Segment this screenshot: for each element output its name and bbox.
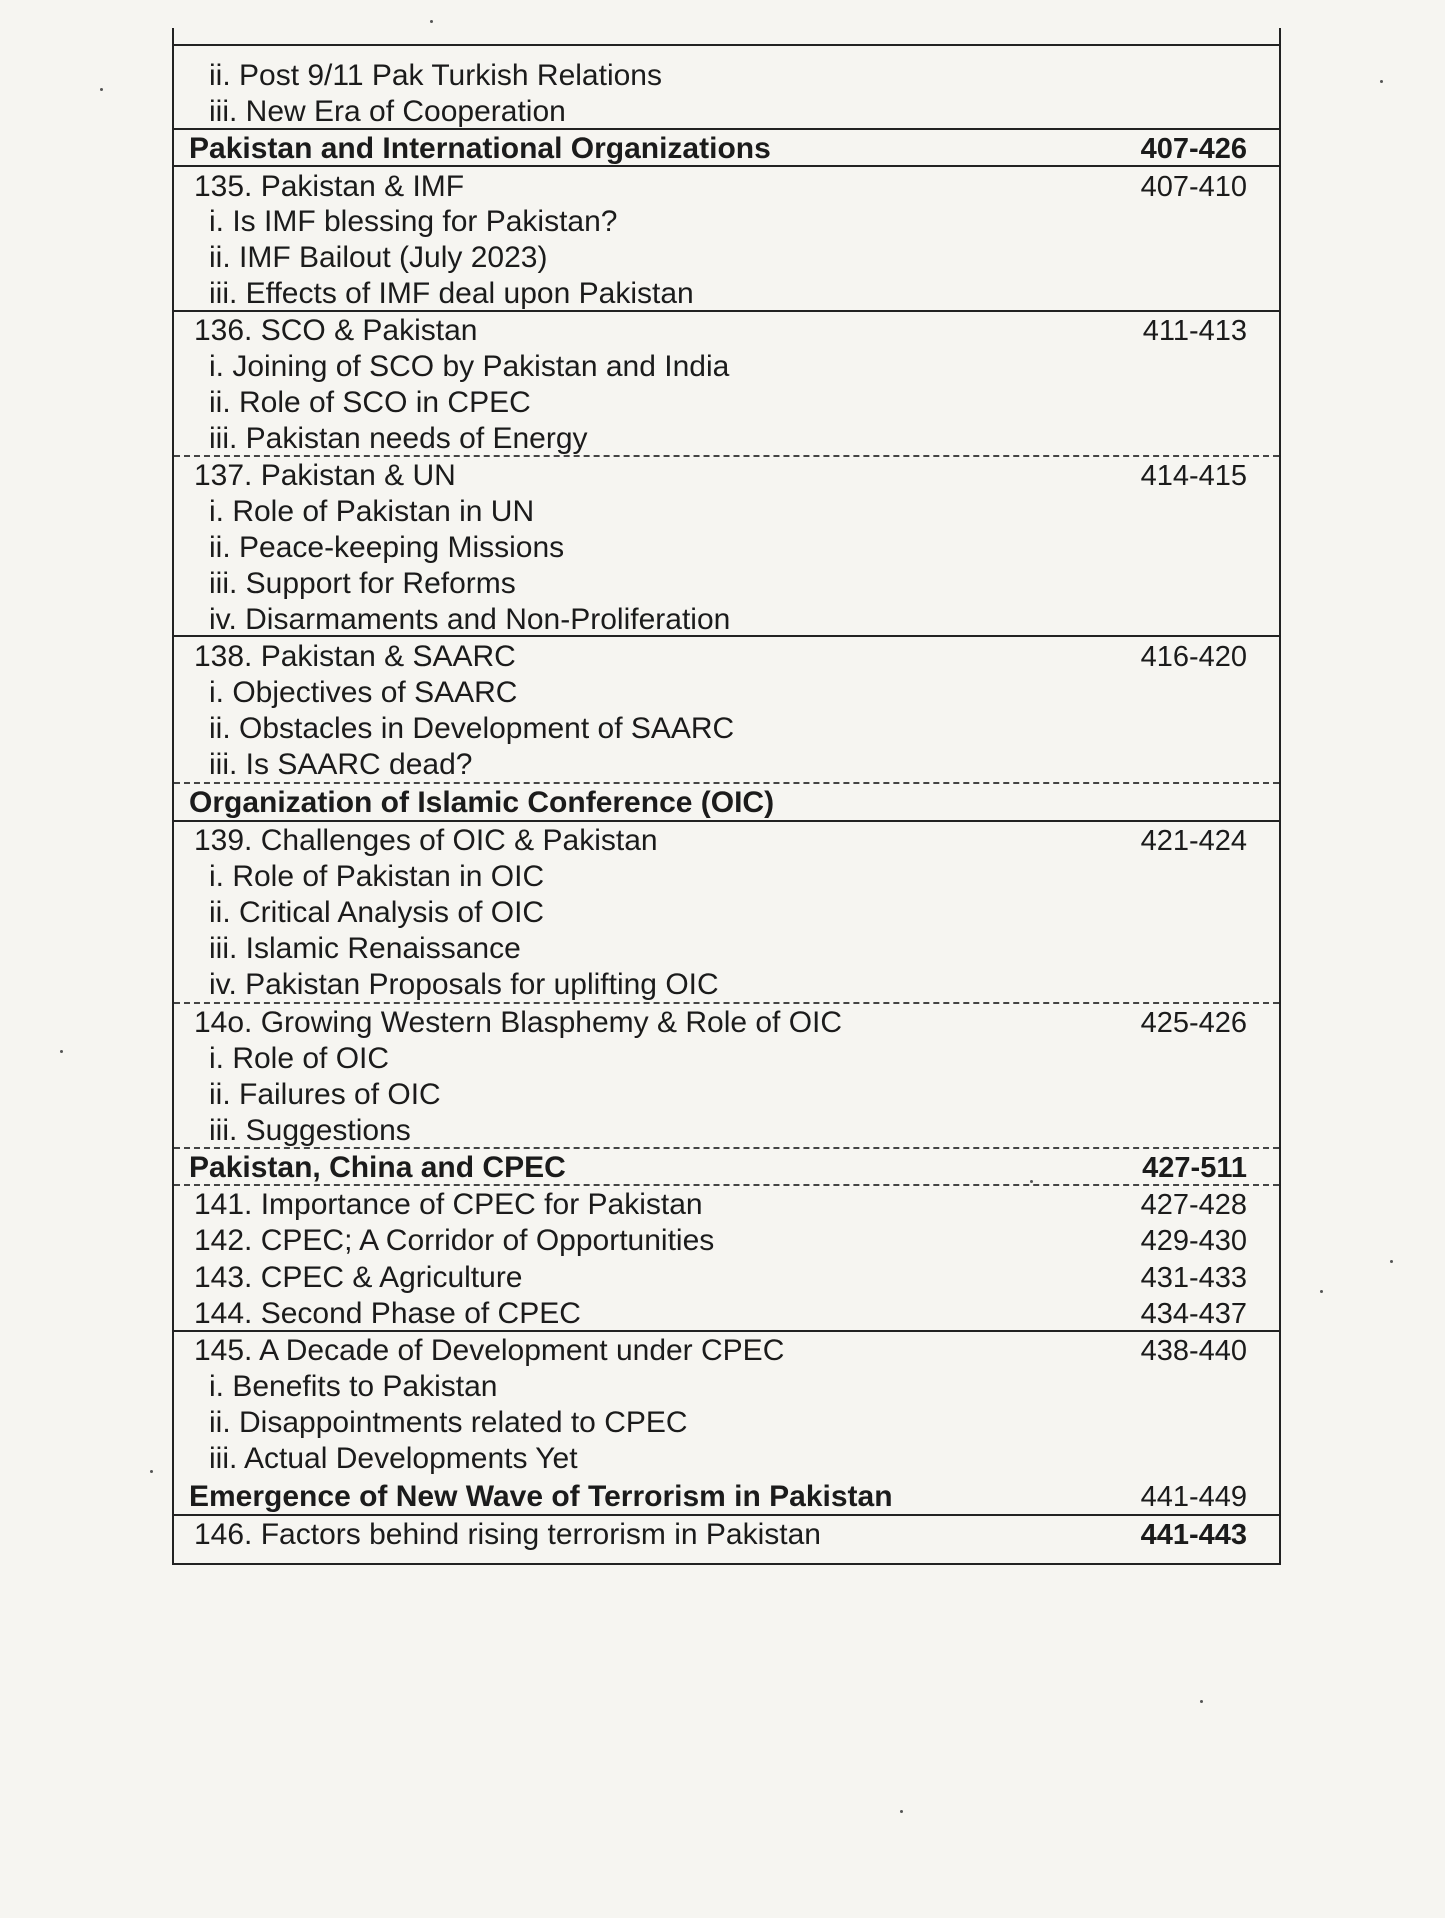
entry-title: 146. Factors behind rising terrorism in Pakistan	[194, 1518, 821, 1551]
row-rule	[174, 782, 1279, 784]
entry-title: iii. New Era of Cooperation	[209, 95, 566, 128]
entry-title: ii. Obstacles in Development of SAARC	[209, 712, 735, 745]
entry-title: i. Role of Pakistan in OIC	[209, 860, 545, 893]
page-range: 438-440	[1140, 1335, 1247, 1367]
entry-title: ii. Critical Analysis of OIC	[209, 896, 545, 929]
page-range: 441-443	[1140, 1519, 1247, 1551]
entry-title: ii. Peace-keeping Missions	[209, 531, 565, 564]
row-rule	[174, 1184, 1279, 1186]
page-range: 414-415	[1140, 460, 1247, 492]
entry-title: ii. Disappointments related to CPEC	[209, 1406, 688, 1439]
entry-title: iii. Pakistan needs of Energy	[209, 422, 588, 455]
entry-title: 136. SCO & Pakistan	[194, 314, 478, 347]
row-rule	[174, 1514, 1279, 1516]
page-range: 431-433	[1140, 1262, 1247, 1294]
entry-title: 144. Second Phase of CPEC	[194, 1297, 581, 1330]
top-rule	[174, 44, 1279, 46]
scan-speck	[430, 20, 433, 23]
entry-title: ii. IMF Bailout (July 2023)	[209, 241, 548, 274]
row-rule	[174, 128, 1279, 130]
page-range: 427-428	[1140, 1189, 1247, 1221]
entry-title: i. Joining of SCO by Pakistan and India	[209, 350, 730, 383]
entry-title: iv. Pakistan Proposals for uplifting OIC	[209, 968, 719, 1001]
row-rule	[174, 165, 1279, 167]
entry-title: Pakistan and International Organizations	[189, 132, 771, 165]
row-rule	[174, 310, 1279, 312]
entry-title: 135. Pakistan & IMF	[194, 170, 465, 203]
entry-title: iii. Support for Reforms	[209, 567, 516, 600]
scan-speck	[150, 1470, 153, 1473]
entry-title: iii. Actual Developments Yet	[209, 1442, 578, 1475]
page-range: 429-430	[1140, 1225, 1247, 1257]
scan-speck	[900, 1810, 903, 1813]
entry-title: 141. Importance of CPEC for Pakistan	[194, 1188, 703, 1221]
row-rule	[174, 820, 1279, 822]
entry-title: ii. Role of SCO in CPEC	[209, 386, 531, 419]
page-range: 427-511	[1142, 1152, 1247, 1184]
page-range: 416-420	[1140, 641, 1247, 673]
entry-title: i. Benefits to Pakistan	[209, 1370, 498, 1403]
row-rule	[174, 635, 1279, 637]
row-rule	[174, 1330, 1279, 1332]
entry-title: Pakistan, China and CPEC	[189, 1151, 566, 1184]
row-rule	[174, 455, 1279, 457]
entry-title: i. Is IMF blessing for Pakistan?	[209, 205, 618, 238]
entry-title: iii. Is SAARC dead?	[209, 748, 473, 781]
scan-speck	[1320, 1290, 1323, 1293]
row-rule	[174, 1147, 1279, 1149]
row-rule	[174, 1002, 1279, 1004]
entry-title: 142. CPEC; A Corridor of Opportunities	[194, 1224, 715, 1257]
entry-title: 137. Pakistan & UN	[194, 459, 456, 492]
page-range: 407-426	[1140, 133, 1247, 165]
page-range: 407-410	[1140, 171, 1247, 203]
scan-speck	[1380, 80, 1383, 83]
scan-speck	[1200, 1700, 1203, 1703]
page-range: 421-424	[1140, 825, 1247, 857]
scan-speck	[1030, 1180, 1033, 1183]
entry-title: 138. Pakistan & SAARC	[194, 640, 516, 673]
entry-title: 139. Challenges of OIC & Pakistan	[194, 824, 658, 857]
scan-speck	[60, 1050, 63, 1053]
entry-title: iii. Suggestions	[209, 1114, 411, 1147]
page-range: 411-413	[1142, 315, 1247, 347]
page-range: 425-426	[1140, 1007, 1247, 1039]
scan-speck	[100, 88, 103, 91]
page-range: 441-449	[1140, 1481, 1247, 1513]
entry-title: 14o. Growing Western Blasphemy & Role of OIC	[194, 1006, 843, 1039]
entry-title: ii. Failures of OIC	[209, 1078, 441, 1111]
entry-title: i. Role of OIC	[209, 1042, 390, 1075]
entry-title: iii. Effects of IMF deal upon Pakistan	[209, 277, 694, 310]
entry-title: iii. Islamic Renaissance	[209, 932, 521, 965]
entry-title: 145. A Decade of Development under CPEC	[194, 1334, 785, 1367]
entry-title: Organization of Islamic Conference (OIC)	[189, 786, 775, 819]
entry-title: 143. CPEC & Agriculture	[194, 1261, 523, 1294]
entry-title: i. Objectives of SAARC	[209, 676, 518, 709]
scan-speck	[1390, 1260, 1393, 1263]
entry-title: Emergence of New Wave of Terrorism in Pakistan	[189, 1480, 893, 1513]
table-of-contents	[172, 28, 1281, 1565]
entry-title: i. Role of Pakistan in UN	[209, 495, 535, 528]
page-range: 434-437	[1140, 1298, 1247, 1330]
entry-title: ii. Post 9/11 Pak Turkish Relations	[209, 59, 662, 92]
entry-title: iv. Disarmaments and Non-Proliferation	[209, 603, 731, 636]
